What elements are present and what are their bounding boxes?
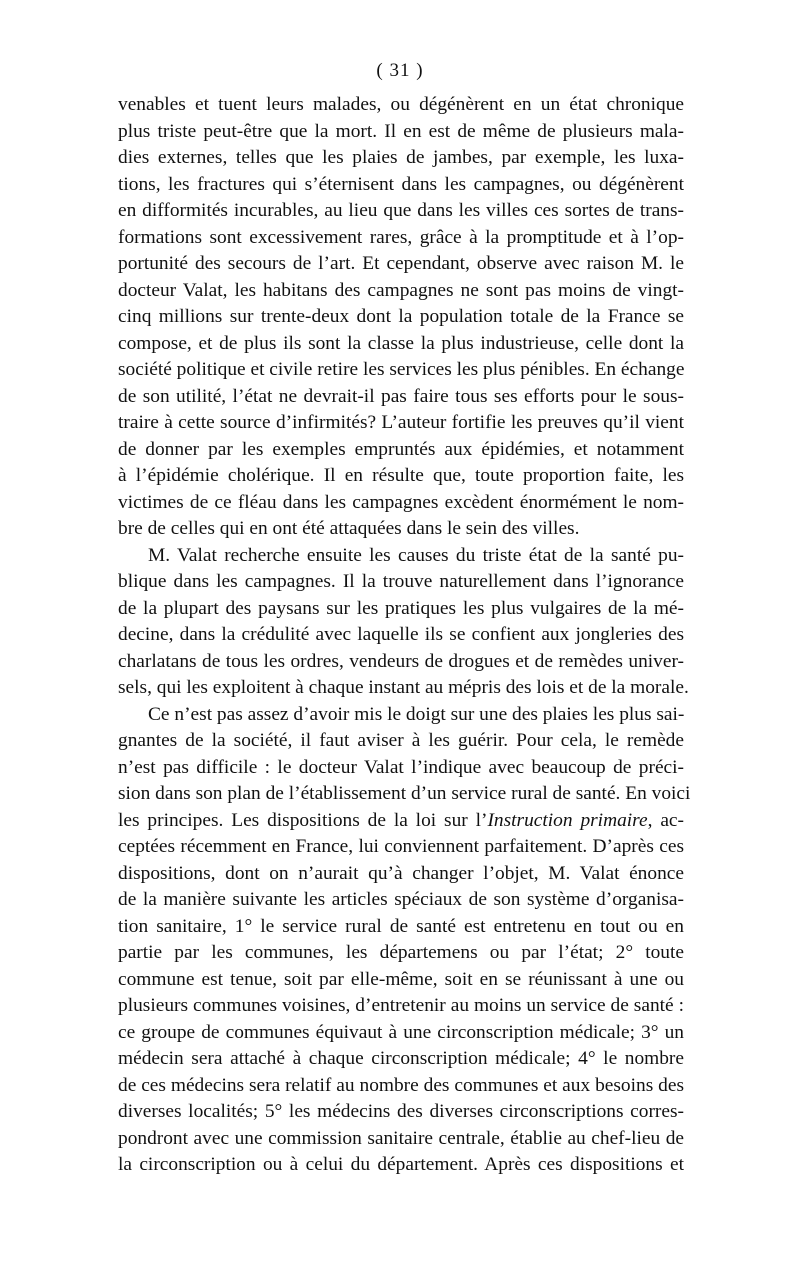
text-line: sels, qui les exploitent à chaque instant au mépris des lois et de la morale. [118, 677, 689, 698]
text-line: docteur Valat, les habitans des campagnes ne sont pas moins de vingt- [118, 279, 684, 301]
paragraph-1 [118, 92, 684, 543]
page-number: ( 31 ) [376, 60, 424, 81]
text-line: de ces médecins sera relatif au nombre des communes et aux besoins des [118, 1074, 684, 1096]
text-line: société politique et civile retire les services les plus pénibles. En échange [118, 359, 685, 380]
text-line: gnantes de la société, il faut aviser à les guérir. Pour cela, le remède [118, 730, 684, 751]
text-line: plusieurs communes voisines, d’entretenir au moins un service de santé : [118, 995, 684, 1016]
text-line: plus triste peut-être que la mort. Il en est de même de plusieurs mala- [118, 120, 684, 142]
text-line: médecin sera attaché à chaque circonscription médicale; 4° le nombre [118, 1048, 684, 1069]
paragraph-2 [118, 543, 689, 702]
text-line: à l’épidémie cholérique. Il en résulte que, toute proportion faite, les [118, 465, 684, 486]
text-line: diverses localités; 5° les médecins des diverses circonscriptions corres- [118, 1101, 684, 1122]
italic-phrase: Instruction primaire [487, 809, 648, 831]
text-line: commune est tenue, soit par elle-même, soit en se réunissant à une ou [118, 968, 684, 990]
text-line: Ce n’est pas assez d’avoir mis le doigt sur une des plaies les plus sai- [148, 703, 685, 725]
text-line: de donner par les exemples empruntés aux épidémies, et notamment [118, 438, 684, 460]
text-line: decine, dans la crédulité avec laquelle ils se confient aux jongleries des [118, 624, 684, 645]
text-line: de la manière suivante les articles spéciaux de son système d’organisa- [118, 889, 684, 910]
text-line: blique dans les campagnes. Il la trouve naturellement dans l’ignorance [118, 571, 684, 592]
text-line: sion dans son plan de l’établissement d’un service rural de santé. En voici [118, 783, 691, 804]
body-text [118, 92, 691, 1179]
text-line: ceptées récemment en France, lui conviennent parfaitement. D’après ces [118, 836, 684, 857]
text-line: dies externes, telles que les plaies de jambes, par exemple, les luxa- [118, 147, 684, 168]
text-line: de son utilité, l’état ne devrait-il pas faire tous ses efforts pour le sous- [118, 385, 684, 407]
text-line: M. Valat recherche ensuite les causes du triste état de la santé pu- [148, 544, 684, 566]
text-line: en difformités incurables, au lieu que dans les villes ces sortes de trans- [118, 200, 684, 221]
text-line: pondront avec une commission sanitaire centrale, établie au chef-lieu de [118, 1127, 684, 1149]
text-line: compose, et de plus ils sont la classe la plus industrieuse, celle dont la [118, 332, 684, 354]
text-line: charlatans de tous les ordres, vendeurs de drogues et de remèdes univer- [118, 650, 684, 672]
text-line: partie par les communes, les départemens ou par l’état; 2° toute [118, 942, 684, 963]
text-line: la circonscription ou à celui du département. Après ces dispositions et [118, 1154, 684, 1175]
text-line: n’est pas difficile : le docteur Valat l’indique avec beaucoup de préci- [118, 756, 684, 778]
text-line: bre de celles qui en ont été attaquées dans le sein des villes. [118, 518, 580, 539]
text-line: formations sont excessivement rares, grâce à la promptitude et à l’op- [118, 226, 684, 248]
text-line: de la plupart des paysans sur les pratiques les plus vulgaires de la mé- [118, 597, 684, 619]
text-line: cinq millions sur trente-deux dont la population totale de la France se [118, 306, 684, 327]
text-line-with-italic: les principes. Les dispositions de la loi sur l’Instruction primaire, ac- [118, 809, 684, 831]
text-line: victimes de ce fléau dans les campagnes excèdent énormément le nom- [118, 491, 684, 513]
text-line: portunité des secours de l’art. Et cependant, observe avec raison M. le [118, 253, 684, 274]
text-line: traire à cette source d’infirmités? L’auteur fortifie les preuves qu’il vient [118, 412, 684, 433]
paragraph-3 [118, 702, 691, 1179]
text-line: tions, les fractures qui s’éternisent dans les campagnes, ou dégénèrent [118, 173, 684, 195]
text-line: ce groupe de communes équivaut à une circonscription médicale; 3° un [118, 1021, 684, 1043]
text-line: dispositions, dont on n’aurait qu’à changer l’objet, M. Valat énonce [118, 862, 684, 884]
text-line: venables et tuent leurs malades, ou dégénèrent en un état chronique [118, 94, 684, 115]
text-line: tion sanitaire, 1° le service rural de santé est entretenu en tout ou en [118, 915, 684, 937]
